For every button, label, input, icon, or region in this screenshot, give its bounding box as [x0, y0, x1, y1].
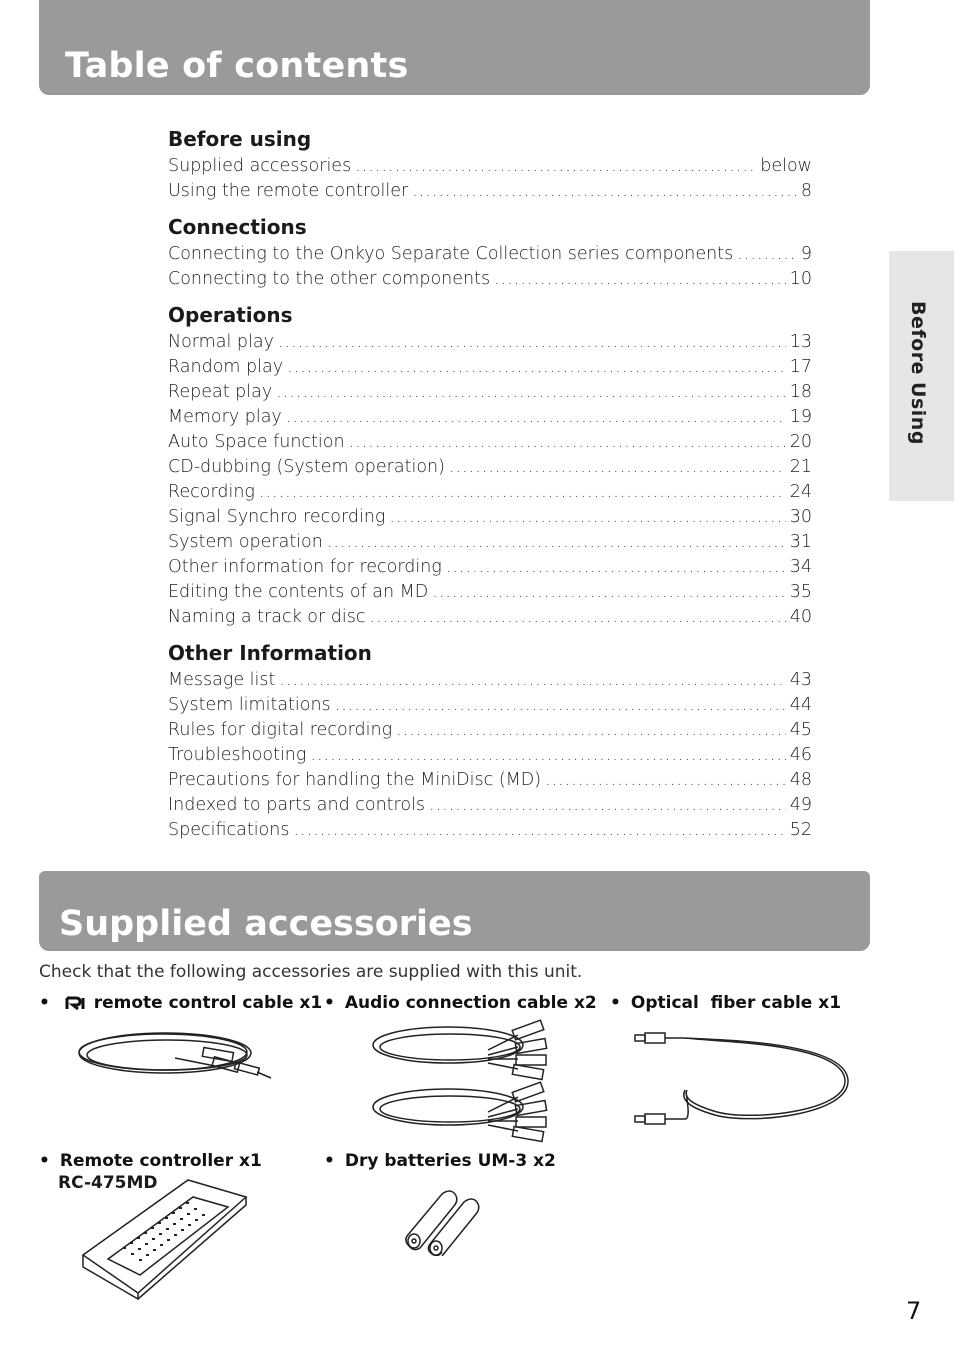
ri-cable-illustration	[75, 1028, 275, 1088]
accessory-ri-cable	[39, 993, 322, 1013]
toc-entry[interactable]	[168, 355, 812, 380]
toc-entry[interactable]	[168, 555, 812, 580]
toc-entry[interactable]	[168, 693, 812, 718]
toc-leader-dots	[335, 693, 786, 718]
toc-entry-label: Random play	[168, 357, 284, 377]
toc-entry[interactable]	[168, 718, 812, 743]
toc-entry-label: Supplied accessories	[168, 156, 352, 176]
toc-leader-dots	[286, 405, 786, 430]
toc-entry-page: 52	[789, 820, 812, 840]
toc-entry-page: 18	[789, 382, 812, 402]
toc-section-title: Other Information	[168, 641, 372, 665]
audio-cable-illustration	[368, 1015, 563, 1145]
toc-entry-page: 20	[789, 432, 812, 452]
toc-section	[168, 124, 812, 204]
toc-section-title: Operations	[168, 303, 293, 327]
accessory-optical-cable	[610, 993, 841, 1013]
toc-section	[168, 638, 812, 843]
toc-entry[interactable]	[168, 267, 812, 292]
toc-entry-page: 49	[789, 795, 812, 815]
toc-entry[interactable]	[168, 330, 812, 355]
toc-entry[interactable]	[168, 818, 812, 843]
toc-entry-label: Editing the contents of an MD	[168, 582, 429, 602]
toc-entry-label: Naming a track or disc	[168, 607, 366, 627]
toc-leader-dots	[278, 330, 786, 355]
ri-cable-label: remote control cable x1	[93, 993, 323, 1013]
toc-entry-label: System operation	[168, 532, 323, 552]
toc-entry-label: Signal Synchro recording	[168, 507, 386, 527]
toc-entry[interactable]	[168, 793, 812, 818]
toc-entry-label: Normal play	[168, 332, 274, 352]
toc-entry-page: 10	[789, 269, 812, 289]
batteries-illustration	[402, 1186, 492, 1256]
toc-entry-label: Precautions for handling the MiniDisc (MD)	[168, 770, 542, 790]
toc-leader-dots	[310, 743, 785, 768]
accessories-header-banner	[39, 871, 870, 951]
toc-leader-dots	[494, 267, 786, 292]
toc-section-title: Connections	[168, 215, 307, 239]
toc-entry-label: Troubleshooting	[168, 745, 307, 765]
toc-leader-dots	[432, 580, 785, 605]
toc-entry-label: Rules for digital recording	[168, 720, 393, 740]
toc-entry[interactable]	[168, 154, 812, 179]
toc-entry-page: 21	[789, 457, 812, 477]
optical-cable-illustration	[630, 1030, 855, 1130]
toc-entry-page: 43	[789, 670, 812, 690]
toc-entry-label: Other information for recording	[168, 557, 442, 577]
toc-leader-dots	[737, 242, 797, 267]
toc-section-title: Before using	[168, 127, 312, 151]
toc-entry-page: 19	[789, 407, 812, 427]
toc-entry-label: Recording	[168, 482, 255, 502]
toc-entry[interactable]	[168, 455, 812, 480]
toc-leader-dots	[429, 793, 786, 818]
toc-leader-dots	[389, 505, 785, 530]
accessory-remote	[39, 1151, 262, 1171]
toc-entry-label: Specifications	[168, 820, 290, 840]
bullet: •	[39, 993, 50, 1013]
toc-entry[interactable]	[168, 668, 812, 693]
bullet: •	[324, 1151, 335, 1171]
toc-section	[168, 300, 812, 630]
toc-leader-dots	[287, 355, 786, 380]
toc-entry-page: 31	[789, 532, 812, 552]
toc-entry-page: 45	[789, 720, 812, 740]
toc-entry[interactable]	[168, 580, 812, 605]
toc-header-banner	[39, 0, 870, 95]
accessories-intro: Check that the following accessories are supplied with this unit.	[39, 962, 583, 982]
toc-entry-page: below	[760, 156, 812, 176]
table-of-contents	[168, 124, 812, 851]
toc-entry-page: 8	[800, 181, 812, 201]
bullet: •	[610, 993, 621, 1013]
toc-entry-page: 30	[789, 507, 812, 527]
toc-entry-label: Connecting to the other components	[168, 269, 491, 289]
toc-entry-page: 17	[789, 357, 812, 377]
toc-entry-page: 24	[789, 482, 812, 502]
batteries-label: Dry batteries UM-3 x2	[344, 1151, 556, 1171]
toc-entry-label: Repeat play	[168, 382, 273, 402]
toc-leader-dots	[355, 154, 756, 179]
audio-cable-label: Audio connection cable x2	[344, 993, 597, 1013]
toc-entry[interactable]	[168, 530, 812, 555]
toc-entry-page: 9	[800, 244, 812, 264]
remote-controller-illustration	[78, 1175, 253, 1300]
accessory-batteries	[324, 1151, 556, 1171]
toc-entry-label: Auto Space function	[168, 432, 345, 452]
toc-leader-dots	[545, 768, 786, 793]
toc-entry[interactable]	[168, 768, 812, 793]
toc-entry-label: Connecting to the Onkyo Separate Collection series components	[168, 244, 734, 264]
toc-leader-dots	[446, 555, 786, 580]
toc-leader-dots	[276, 380, 786, 405]
toc-entry-page: 48	[789, 770, 812, 790]
toc-entry-label: Indexed to parts and controls	[168, 795, 426, 815]
toc-entry[interactable]	[168, 242, 812, 267]
toc-entry[interactable]	[168, 605, 812, 630]
toc-entry[interactable]	[168, 743, 812, 768]
page-number: 7	[906, 1297, 922, 1325]
toc-leader-dots	[396, 718, 786, 743]
toc-leader-dots	[327, 530, 786, 555]
toc-leader-dots	[449, 455, 786, 480]
toc-entry[interactable]	[168, 505, 812, 530]
toc-entry-page: 35	[789, 582, 812, 602]
toc-entry[interactable]	[168, 179, 812, 204]
toc-entry-label: Memory play	[168, 407, 282, 427]
toc-entry-label: CD-dubbing (System operation)	[168, 457, 445, 477]
toc-section	[168, 212, 812, 292]
accessories-title: Supplied accessories	[59, 904, 473, 944]
toc-entry-page: 46	[789, 745, 812, 765]
toc-entry-page: 13	[789, 332, 812, 352]
side-tab-label: Before Using	[907, 301, 929, 445]
toc-leader-dots	[412, 179, 797, 204]
toc-leader-dots	[369, 605, 785, 630]
toc-entry-page: 34	[789, 557, 812, 577]
toc-title: Table of contents	[65, 46, 409, 86]
optical-cable-label: Optical fiber cable x1	[630, 993, 842, 1013]
toc-entry[interactable]	[168, 480, 812, 505]
toc-entry[interactable]	[168, 380, 812, 405]
ri-logo-icon	[60, 993, 92, 1013]
remote-model: RC-475MD	[58, 1173, 158, 1193]
bullet: •	[39, 1151, 50, 1171]
accessory-audio-cable	[324, 993, 597, 1013]
toc-entry-label: Message list	[168, 670, 276, 690]
toc-leader-dots	[293, 818, 785, 843]
toc-entry[interactable]	[168, 430, 812, 455]
side-tab	[889, 251, 954, 501]
toc-entry[interactable]	[168, 405, 812, 430]
toc-leader-dots	[349, 430, 786, 455]
toc-leader-dots	[279, 668, 785, 693]
toc-leader-dots	[259, 480, 786, 505]
remote-label: Remote controller x1	[59, 1151, 262, 1171]
toc-entry-label: Using the remote controller	[168, 181, 409, 201]
toc-entry-page: 44	[789, 695, 812, 715]
bullet: •	[324, 993, 335, 1013]
toc-entry-label: System limitations	[168, 695, 331, 715]
toc-entry-page: 40	[789, 607, 812, 627]
